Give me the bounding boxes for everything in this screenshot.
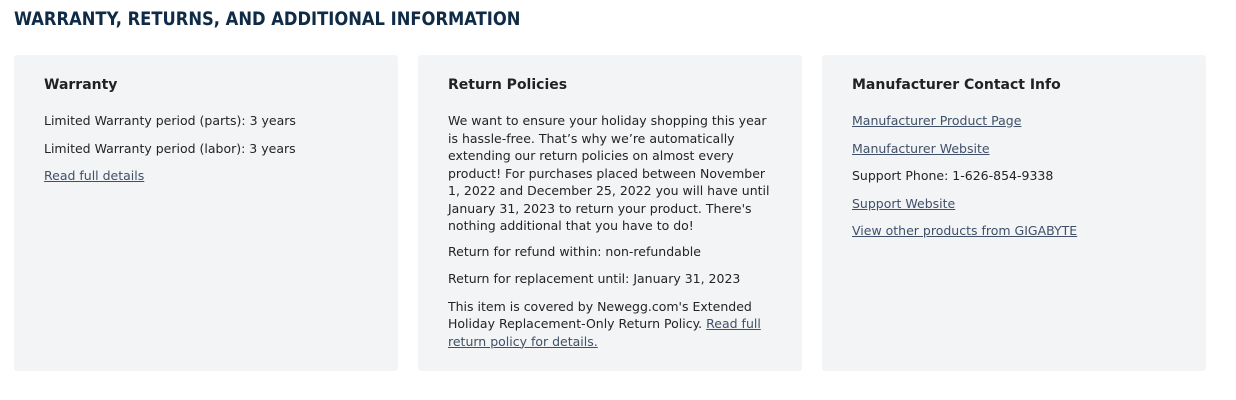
manufacturer-product-page-link[interactable]: Manufacturer Product Page: [852, 113, 1022, 128]
support-phone: Support Phone: 1-626-854-9338: [852, 168, 1054, 183]
return-refund: Return for refund within: non-refundable: [448, 243, 701, 259]
return-policies-title: Return Policies: [448, 77, 568, 93]
return-intro: We want to ensure your holiday shopping this year is hassle-free. That’s why we’re automatically extending our return policies on almost every product! For purchases placed between November 1, 2022 and December 25, 2022 you will have until January 31, 2023 to return your product. There's nothing additional that you have to do!: [448, 113, 770, 233]
return-coverage: [448, 298, 774, 351]
view-other-products-link[interactable]: View other products from GIGABYTE: [852, 223, 1078, 238]
section-title: WARRANTY, RETURNS, AND ADDITIONAL INFORMATION: [14, 8, 521, 30]
manufacturer-card: [822, 55, 1206, 371]
info-cards: [14, 55, 1206, 371]
warranty-labor: Limited Warranty period (labor): 3 years: [44, 140, 296, 156]
warranty-parts: Limited Warranty period (parts): 3 years: [44, 113, 296, 128]
support-website-link[interactable]: Support Website: [852, 195, 956, 211]
manufacturer-website-link[interactable]: Manufacturer Website: [852, 140, 990, 156]
manufacturer-title: Manufacturer Contact Info: [852, 77, 1061, 93]
return-policies-card: [418, 55, 802, 371]
warranty-title: Warranty: [44, 77, 118, 93]
return-coverage-text: This item is covered by Newegg.com's Extended Holiday Replacement-Only Return Policy.: [448, 298, 752, 331]
return-replacement: Return for replacement until: January 31, 2023: [448, 271, 741, 286]
warranty-card: [14, 55, 398, 371]
read-full-details-link[interactable]: Read full details: [44, 168, 145, 183]
return-policy-link[interactable]: Read full return policy for details.: [448, 316, 761, 349]
